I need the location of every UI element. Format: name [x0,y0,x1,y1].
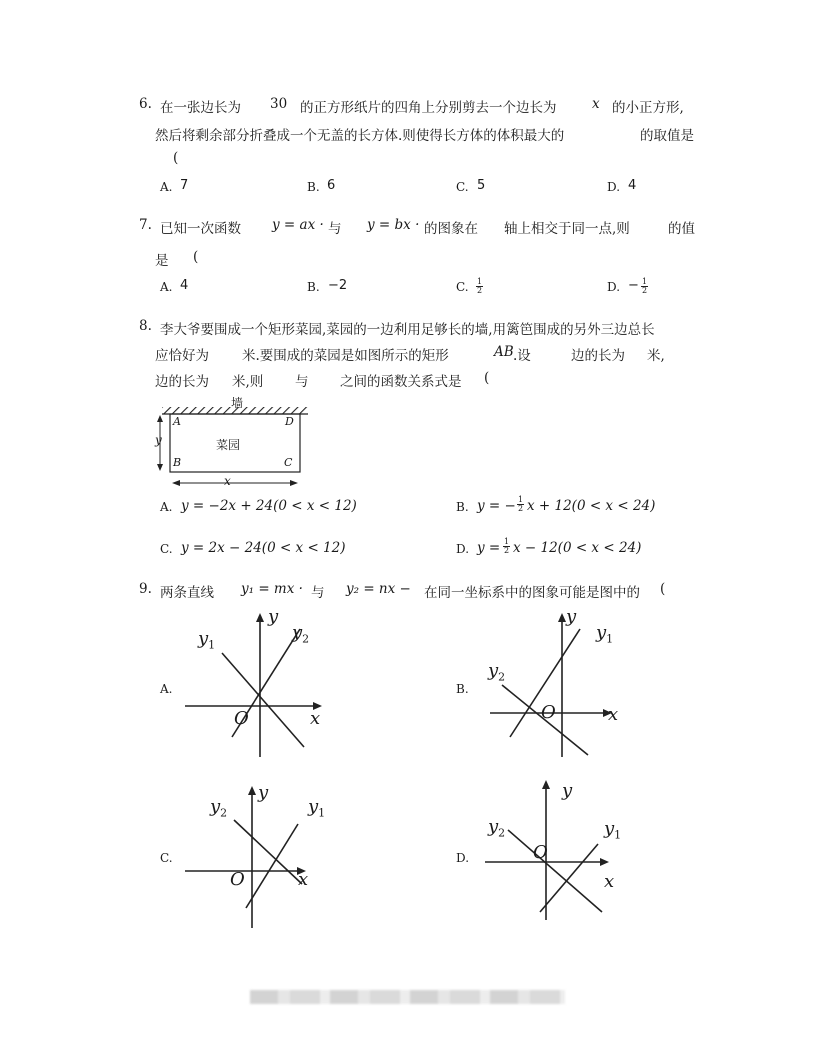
graph-b-y2-sub: 2 [498,670,506,684]
q6-line-2: 然后将剩余部分折叠成一个无盖的长方体.则使得长方体的体积最大的 [155,128,565,144]
graph-d-y2-letter: y [488,816,499,837]
graph-b-x-label: x [608,704,619,725]
graph-a-x-label: x [310,708,321,729]
q8-line-2c: .设 [513,348,531,364]
q9-text-1: 两条直线 [160,585,214,601]
q7-text-2: 的图象在 [424,221,478,237]
q6-paren: ( [173,150,179,166]
q8-line-2b: 米.要围成的菜园是如图所示的矩形 [242,348,449,364]
q8-option-d-label: D. [456,542,470,556]
q7-with: 与 [328,221,342,237]
q7-option-d-fraction [640,276,649,295]
graph-a-y1-letter: y [198,628,209,649]
q8-b-denominator: 2 [518,504,524,513]
q8-paren: ( [484,370,490,386]
graph-c-y2-label [210,796,227,820]
vertex-a-label: A [173,415,181,428]
q8-d-denominator: 2 [504,546,510,555]
q7-equation-2: y = bx · [367,217,420,233]
graph-c-y2-sub: 2 [220,806,228,820]
q9-equation-2: y₂ = nx − [346,581,411,597]
graph-b-origin-label: O [541,702,556,723]
y-arrow-head-top [157,415,163,422]
q6-text-2: 的正方形纸片的四角上分别剪去一个边长为 [300,100,557,116]
q6-number: 6. [139,96,152,112]
graph-b-y2-letter: y [488,660,499,681]
q9-number: 9. [139,581,152,597]
q8-line-2a: 应恰好为 [155,348,209,364]
dimension-y-label: y [155,433,162,447]
graph-d-y1-label [604,818,621,842]
q9-text-2: 在同一坐标系中的图象可能是图中的 [424,585,640,601]
q8-rect-ab: AB [494,344,514,360]
q6-option-b-label: B. [307,180,320,194]
dimension-x-label: x [224,474,231,488]
graph-b-label: B. [456,682,469,696]
q6-option-d-label: D. [607,180,621,194]
q6-text-3: 的小正方形, [612,100,684,116]
graph-d-y2-sub: 2 [498,826,506,840]
q7-option-c-fraction [475,276,484,295]
q8-line-2d: 边的长为 [571,348,625,364]
graph-a-label: A. [160,682,173,696]
q8-line-3a: 边的长为 [155,374,209,390]
q7-option-d-label: D. [607,280,621,294]
q7-option-b-label: B. [307,280,320,294]
q8-option-d-fraction [502,536,511,555]
graph-a-y1-sub: 1 [208,638,216,652]
graph-b-y1-label [596,622,613,646]
q8-line-1: 李大爷要围成一个矩形菜园,菜园的一边利用足够长的墙,用篱笆围成的另外三边总长 [160,322,655,338]
q7-option-c-label: C. [456,280,469,294]
q6-number-30: 30 [270,96,288,112]
q8-option-c-label: C. [160,542,173,556]
graph-c-y1-letter: y [308,796,319,817]
graph-d-y2-label [488,816,505,840]
q8-option-d-post: x − 12(0 < x < 24) [513,540,642,556]
q6-option-d-value: 4 [628,178,637,193]
q6-variable: x [592,96,600,112]
q8-d-numerator: 1 [504,537,510,546]
q7-text-3: 轴上相交于同一点,则 [504,221,630,237]
q8-option-c-value: y = 2x − 24(0 < x < 12) [181,540,346,556]
q8-option-b-post: x + 12(0 < x < 24) [527,498,656,514]
graph-a-y2-sub: 2 [302,632,310,646]
graph-b-y-label: y [566,606,577,627]
graph-d-line-y2 [508,830,602,912]
q7-option-a-label: A. [160,280,173,294]
q8-option-d-pre: y = [477,540,501,556]
q8-b-numerator: 1 [518,495,524,504]
q8-number: 8. [139,318,152,334]
q8-option-a-value: y = −2x + 24(0 < x < 12) [181,498,357,514]
garden-label: 菜园 [216,438,241,452]
graph-d-x-arrow [600,858,609,866]
vertex-d-label: D [285,415,294,428]
q7-d-denominator: 2 [642,286,648,295]
q7-option-a-value: 4 [180,278,189,293]
q8-option-b-label: B. [456,500,469,514]
q6-line-2b: 的取值是 [640,128,694,144]
vertex-c-label: C [284,456,293,469]
q7-number: 7. [139,217,152,233]
q8-line-3c: 与 [295,374,309,390]
q9-paren: ( [660,581,666,597]
q8-line-2e: 米, [647,348,665,364]
graph-c-label: C. [160,851,173,865]
q7-d-numerator: 1 [642,277,648,286]
graph-a-y2-letter: y [292,622,303,643]
graph-c-origin-label: O [230,869,245,890]
graph-a-y2-label [292,622,309,646]
q7-text-1: 已知一次函数 [160,221,241,237]
q6-option-a-value: 7 [180,178,189,193]
graph-a-y1-label [198,628,215,652]
q9-equation-1: y₁ = mx · [241,581,303,597]
graph-c-y1-label [308,796,325,820]
graph-b-y2-label [488,660,505,684]
q7-c-denominator: 2 [477,286,483,295]
graph-d-y1-sub: 1 [614,828,622,842]
graph-d-y-arrow [542,780,550,789]
graph-c-line-y1 [246,824,298,908]
graph-c-y1-sub: 1 [318,806,326,820]
graph-d-y-label: y [562,780,573,801]
vertex-b-label: B [173,456,182,469]
x-arrow-head-left [172,480,180,486]
graph-a-y-arrow [256,613,264,622]
q8-line-3b: 米,则 [232,374,264,390]
graph-a-origin-label: O [234,708,249,729]
q6-option-b-value: 6 [327,178,336,193]
graph-b-y1-sub: 1 [606,632,614,646]
q8-option-b-pre: y = − [477,498,516,514]
graph-c-y-arrow [248,786,256,795]
graph-d-label: D. [456,851,470,865]
q7-paren: ( [193,249,199,265]
graph-d-origin-label: O [533,842,548,863]
q8-line-3d: 之间的函数关系式是 [340,374,462,390]
q7-option-b-value: −2 [328,278,348,293]
graph-a-y-label: y [268,606,279,627]
graph-b-y1-letter: y [596,622,607,643]
q6-option-c-label: C. [456,180,469,194]
q9-with: 与 [311,585,325,601]
graph-d [480,772,630,922]
q6-text-1: 在一张边长为 [160,100,241,116]
wall-label: 墙 [231,396,244,410]
y-arrow-head-bottom [157,464,163,471]
q8-option-b-fraction [516,494,525,513]
q6-option-a-label: A. [160,180,173,194]
q7-text-4: 的值 [668,221,695,237]
graph-c-y-label: y [258,782,269,803]
q7-option-d-sign: − [628,278,639,293]
blurred-footer-watermark [250,990,565,1004]
graph-d-x-label: x [604,871,615,892]
x-arrow-head-right [290,480,298,486]
q7-equation-1: y = ax · [272,217,324,233]
q8-option-a-label: A. [160,500,173,514]
graph-c-y2-letter: y [210,796,221,817]
graph-b-y-arrow [558,613,566,622]
q7-c-numerator: 1 [477,277,483,286]
q6-option-c-value: 5 [477,178,486,193]
q7-line-2: 是 [155,253,169,269]
graph-d-y1-letter: y [604,818,615,839]
graph-c-x-label: x [298,869,309,890]
